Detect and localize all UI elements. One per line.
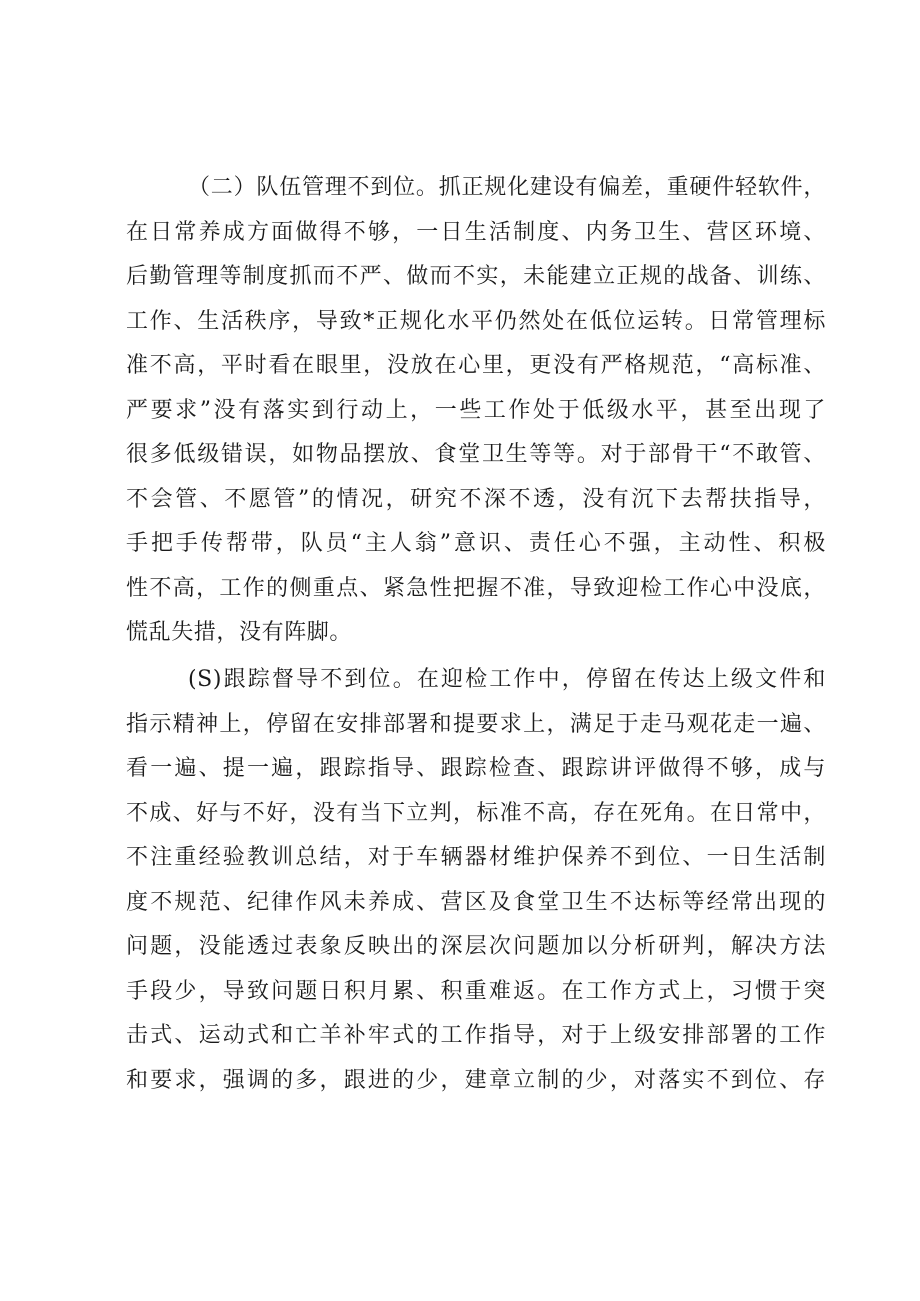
paragraph-line: （二）队伍管理不到位。抓正规化建设有偏差，重硬件轻软件， (188, 175, 826, 200)
paragraph-line: 严要求”没有落实到行动上，一些工作处于低级水平，甚至出现了 (126, 397, 826, 423)
paragraph-team-management (126, 166, 826, 656)
paragraph-line: 不成、好与不好，没有当下立判，标准不高，存在死角。在日常中， (126, 800, 826, 826)
paragraph-line: 看一遍、提一遍，跟踪指导、跟踪检查、跟踪讲评做得不够，成与 (126, 756, 826, 781)
paragraph-line: 指示精神上，停留在安排部署和提要求上，满足于走马观花走一遍、 (126, 711, 826, 737)
paragraph-supervision (126, 658, 826, 1103)
paragraph-line: 后勤管理等制度抓而不严、做而不实，未能建立正规的战备、训练、 (126, 264, 826, 289)
paragraph-line: 不会管、不愿管”的情况，研究不深不透，没有沉下去帮扶指导， (126, 486, 826, 512)
paragraph-line: 手把手传帮带，队员“主人翁”意识、责任心不强，主动性、积极 (126, 531, 826, 556)
paragraph-line: 性不高，工作的侧重点、紧急性把握不准，导致迎检工作心中没底， (126, 575, 826, 601)
paragraph-line: 和要求，强调的多，跟进的少，建章立制的少，对落实不到位、存 (126, 1067, 826, 1093)
paragraph-line: 准不高，平时看在眼里，没放在心里，更没有严格规范，“高标准、 (126, 353, 826, 378)
paragraph-line: 击式、运动式和亡羊补牢式的工作指导，对于上级安排部署的工作 (126, 1023, 826, 1048)
paragraph-line: 不注重经验教训总结，对于车辆器材维护保养不到位、一日生活制 (126, 845, 826, 870)
paragraph-line: 很多低级错误，如物品摆放、食堂卫生等等。对于部骨干“不敢管、 (126, 442, 826, 467)
paragraph-line: 慌乱失措，没有阵脚。 (126, 620, 353, 645)
paragraph-line: (S)跟踪督导不到位。在迎检工作中，停留在传达上级文件和 (188, 667, 826, 692)
paragraph-line: 度不规范、纪律作风未养成、营区及食堂卫生不达标等经常出现的 (126, 889, 826, 915)
paragraph-line: 工作、生活秩序，导致*正规化水平仍然处在低位运转。日常管理标 (126, 308, 826, 334)
paragraph-line: 在日常养成方面做得不够，一日生活制度、内务卫生、营区环境、 (126, 219, 826, 245)
paragraph-line: 手段少，导致问题日积月累、积重难返。在工作方式上，习惯于突 (126, 978, 826, 1004)
paragraph-line: 问题，没能透过表象反映出的深层次问题加以分析研判，解决方法 (126, 934, 826, 959)
